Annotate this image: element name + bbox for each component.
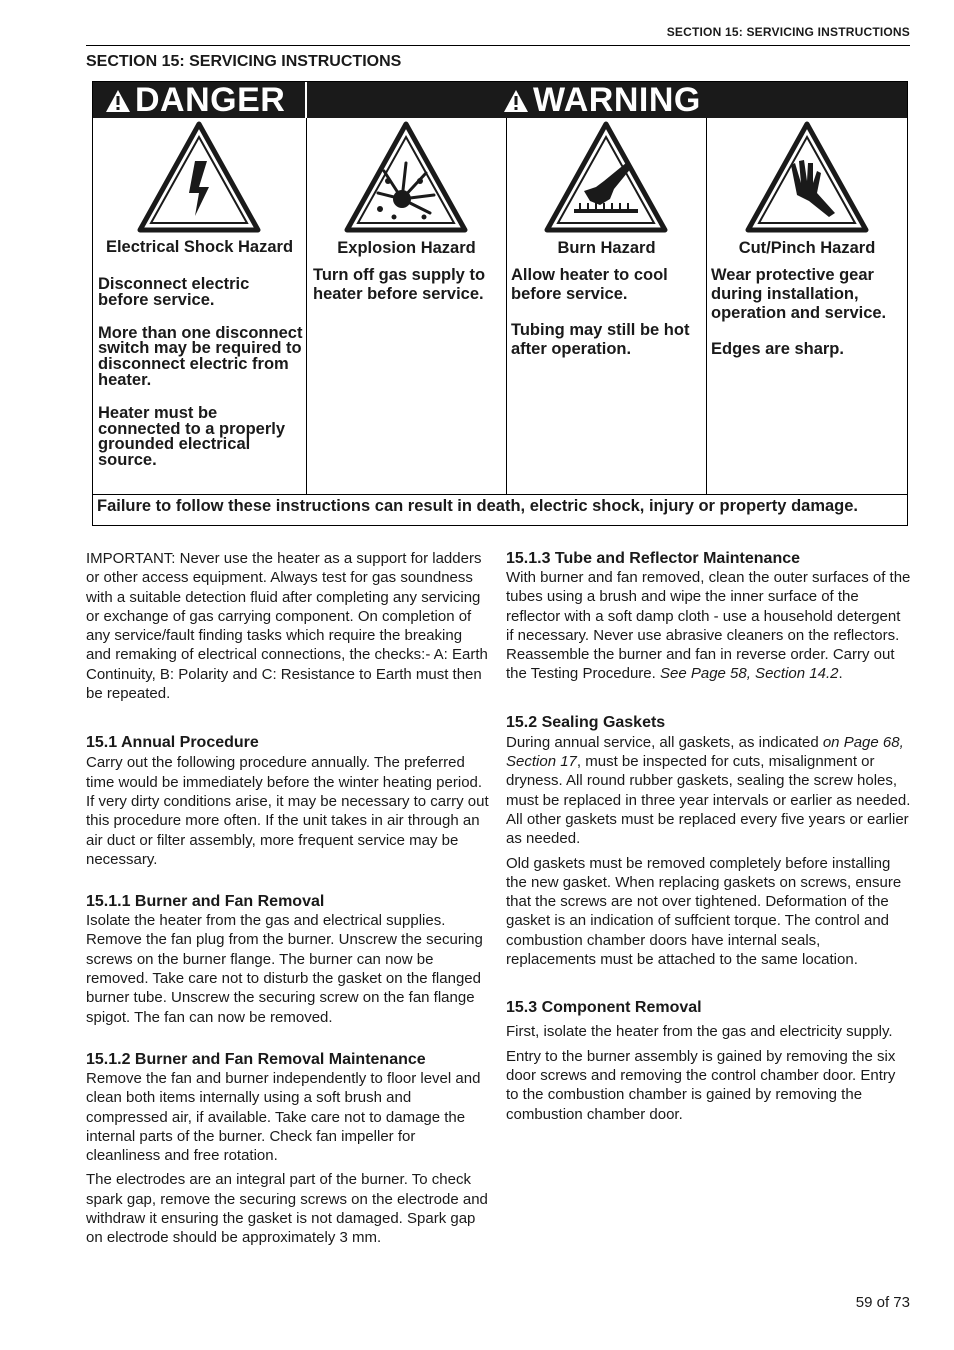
paragraph-15-3-b: Entry to the burner assembly is gained by removing the six door screws and removing the control chamber door. Entry to the combustion chamber is gained by removing the combustion chamber door. [506, 1047, 896, 1123]
paragraph-15-1-3 [506, 568, 912, 684]
paragraph-text: , must be inspected for cuts, misalignment or dryness. All round rubber gaskets, sealing the screw holes, must be replaced in three year intervals or earlier as needed. All other gaskets must be replaced every five years or earlier as needed. [506, 753, 911, 848]
instruction-text: Disconnect electric before service. [98, 275, 250, 309]
instruction-text: Turn off gas supply to heater before service. [313, 266, 486, 303]
paragraph-15-2-a [506, 733, 912, 849]
danger-banner-label [105, 81, 285, 120]
instruction-text: More than one disconnect switch may be required to disconnect electric from heater. [98, 323, 303, 389]
hazard-instructions [511, 266, 705, 376]
hazard-column-explosion [307, 118, 506, 494]
page-number: 59 of 73 [855, 1294, 910, 1311]
warning-label: WARNING [533, 81, 701, 119]
hazard-instructions [98, 277, 304, 486]
heading-15-1: 15.1 Annual Procedure [86, 734, 259, 752]
heading-15-1-1: 15.1.1 Burner and Fan Removal [86, 893, 325, 911]
hazard-warning-box [92, 81, 908, 526]
cut-pinch-hand-icon [745, 121, 869, 233]
instruction-text: Allow heater to cool before service. [511, 266, 668, 303]
important-note: IMPORTANT: Never use the heater as a support for ladders or other access equipment. Always test for gas soundness with a suitable detection fluid after completing any servicing or exchange of gas carrying component. On completion of any service/fault finding tasks which require the breaking and remaking of electrical connections, the checks:- A: Earth Continuity, B: Polarity and C: Resistance to Earth must then be repeated. [86, 550, 488, 703]
paragraph-15-3-a: First, isolate the heater from the gas and electricity supply. [506, 1023, 893, 1041]
hazard-name: Cut/Pinch Hazard [738, 239, 876, 257]
heading-15-3: 15.3 Component Removal [506, 999, 702, 1017]
warning-triangle-icon [105, 89, 131, 113]
hazard-instructions [313, 266, 503, 321]
instruction-text: Tubing may still be hot after operation. [511, 321, 690, 358]
paragraph-15-1-1: Isolate the heater from the gas and electrical supplies. Remove the fan plug from the burner. Unscrew the securing screws on the burner flange. The burner can now be removed. Take care not to disturb the gasket on the flanged burner tube. Unscrew the securing screw on the fan flange spigot. The fan can now be removed. [86, 912, 483, 1026]
explosion-icon [344, 121, 468, 233]
left-column [86, 549, 490, 1248]
paragraph-text: During annual service, all gaskets, as indicated [506, 733, 823, 751]
paragraph-15-1: Carry out the following procedure annually. The preferred time would be immediately before the winter heating period. If very dirty conditions arise, it may be necessary to carry out this procedure more often. If the unit takes in air through an air duct or filter assembly, more frequent service may be necessary. [86, 754, 489, 868]
hazard-column-cut-pinch [707, 118, 907, 494]
warning-banner-label [503, 81, 701, 120]
hazard-instructions [711, 266, 905, 376]
banner-divider [305, 82, 307, 118]
heading-15-1-2: 15.1.2 Burner and Fan Removal Maintenance [86, 1050, 426, 1068]
warning-triangle-icon [503, 89, 529, 113]
heading-15-2: 15.2 Sealing Gaskets [506, 713, 666, 731]
section-title: SECTION 15: SERVICING INSTRUCTIONS [86, 53, 402, 70]
hazard-name: Burn Hazard [557, 239, 656, 257]
running-header: SECTION 15: SERVICING INSTRUCTIONS [666, 25, 910, 39]
right-column [506, 549, 912, 1124]
instruction-text: Heater must be connected to a properly grounded electrical source. [98, 403, 286, 470]
page-reference: on Page 68, Section 17 [506, 733, 904, 771]
heading-15-1-3: 15.1.3 Tube and Reflector Maintenance [506, 550, 801, 567]
paragraph-15-1-2-b: The electrodes are an integral part of the burner. To check spark gap, remove the securing screws on the electrode and withdraw it ensuring the gasket is not damaged. Spark gap on electrode should be approximately 3 mm. [86, 1171, 488, 1247]
hazard-footer-warning: Failure to follow these instructions can result in death, electric shock, injury or property damage. [97, 497, 859, 515]
paragraph-text: With burner and fan removed, clean the outer surfaces of the tubes using a brush and wipe the inner surface of the reflector with a soft damp cloth - use a household detergent if necessary. Never use abrasive cleaners on the reflectors. Reassemble the burner and fan in reverse order. Carry out the Testing Procedure. [506, 569, 911, 683]
paragraph-15-1-2-a: Remove the fan and burner independently to floor level and clean both items internally using a soft brush and compressed air, if available. Take care not to damage the internal parts of the burner. Check fan impeller for cleanliness and free rotation. [86, 1069, 481, 1165]
row-divider [93, 494, 907, 495]
hazard-name: Electrical Shock Hazard [105, 238, 294, 256]
burn-hand-icon [544, 121, 668, 233]
danger-label: DANGER [135, 81, 286, 119]
paragraph-text: . [838, 665, 843, 683]
page-reference: See Page 58, Section 14.2 [659, 665, 839, 683]
instruction-text: Wear protective gear during installation, operation and service. [711, 266, 887, 322]
hazard-name: Explosion Hazard [337, 239, 476, 257]
electrical-shock-icon [137, 121, 261, 233]
instruction-text: Edges are sharp. [711, 340, 844, 358]
paragraph-15-2-b: Old gaskets must be removed completely before installing the new gasket. When replacing gaskets on screws, ensure that the screws are not over tightened. Deformation of the gasket is an indication of suffcient torque. The control and combustion chamber doors have internal seals, replacements must be attached to the same location. [506, 854, 902, 969]
header-rule [86, 45, 910, 46]
hazard-column-burn [507, 118, 706, 494]
hazard-column-electrical [93, 118, 306, 494]
